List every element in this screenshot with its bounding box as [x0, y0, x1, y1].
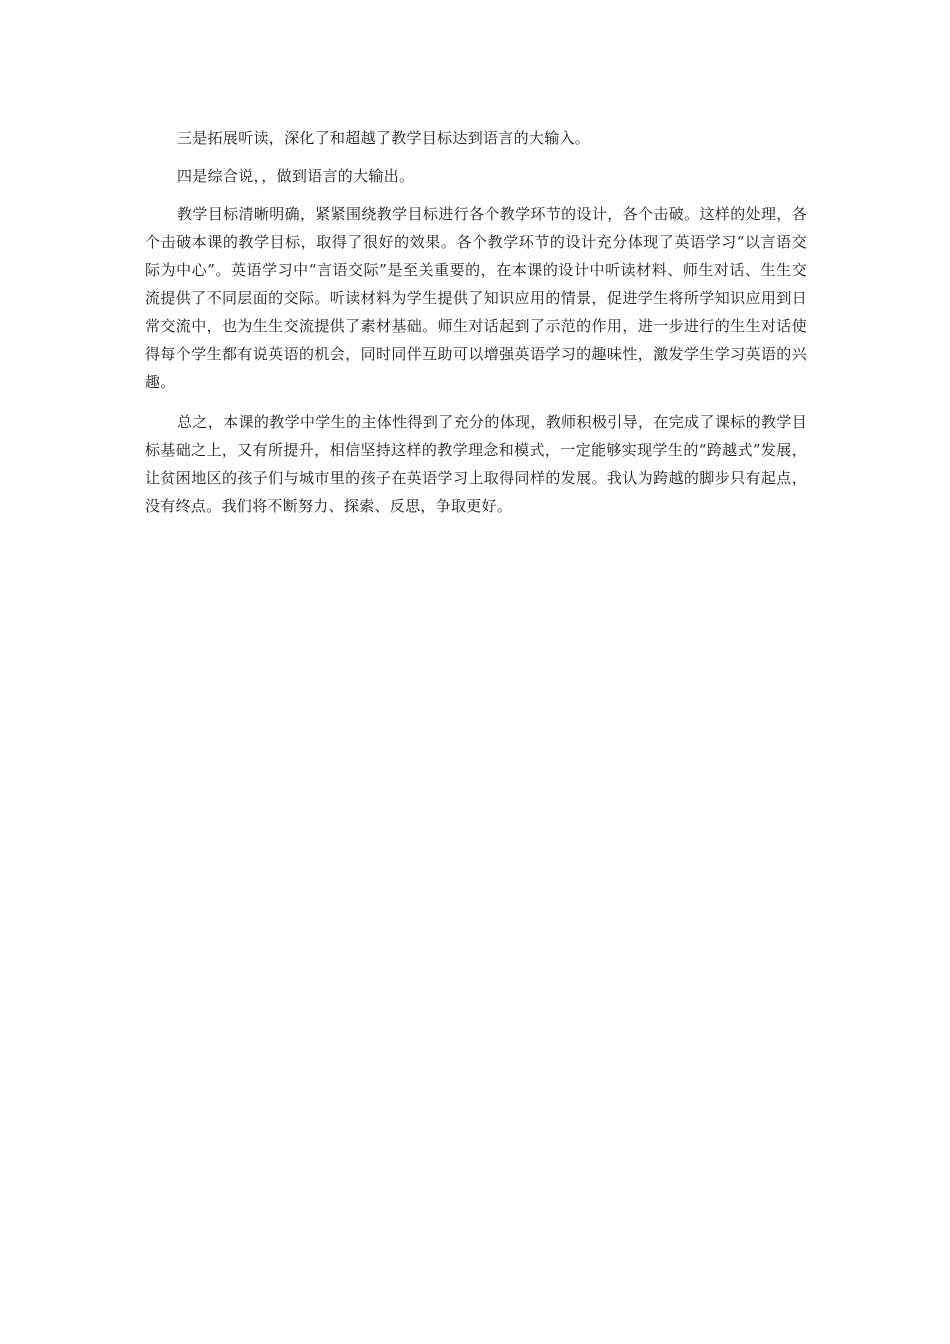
- paragraph-conclusion: 总之，本课的教学中学生的主体性得到了充分的体现，教师积极引导，在完成了课标的教学目标基础之上，又有所提升，相信坚持这样的教学理念和模式，一定能够实现学生的“跨越式”发展，让贫困地区的孩子们与城市里的孩子在英语学习上取得同样的发展。我认为跨越的脚步只有起点，没有终点。我们将不断努力、探索、反思，争取更好。: [145, 413, 807, 515]
- paragraph-comprehensive-speaking: 四是综合说，，做到语言的大输出。: [177, 167, 415, 185]
- paragraph-teaching-objectives: 教学目标清晰明确，紧紧围绕教学目标进行各个教学环节的设计，各个击破。这样的处理，各个击破本课的教学目标，取得了很好的效果。各个教学环节的设计充分体现了英语学习“以言语交际为中心”。英语学习中“言语交际”是至关重要的，在本课的设计中听读材料、师生对话、生生交流提供了不同层面的交际。听读材料为学生提供了知识应用的情景，促进学生将所学知识应用到日常交流中，也为生生交流提供了素材基础。师生对话起到了示范的作用，进一步进行的生生对话使得每个学生都有说英语的机会，同时同伴互助可以增强英语学习的趣味性，激发学生学习英语的兴趣。: [145, 205, 807, 391]
- paragraph-extended-listening: 三是拓展听读，深化了和超越了教学目标达到语言的大输入。: [177, 129, 591, 147]
- document-body: [145, 124, 807, 532]
